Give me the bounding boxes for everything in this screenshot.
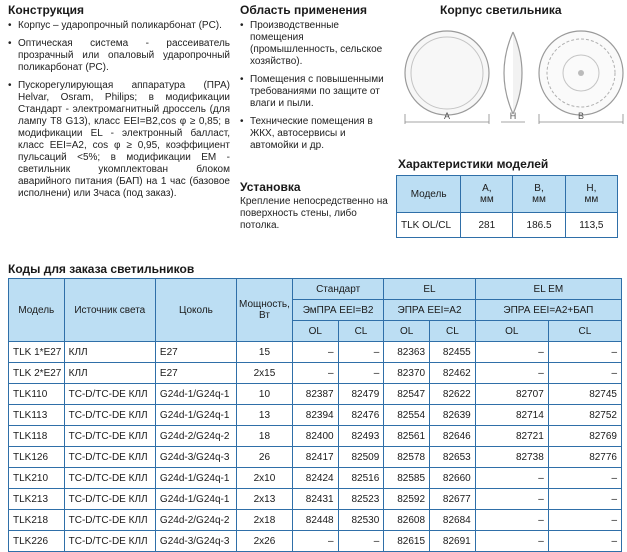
cell-socket: G24d-3/G24q-3 xyxy=(155,531,236,552)
cell-elem-ol: 82714 xyxy=(475,405,548,426)
table-row xyxy=(9,531,622,552)
cell-elem-cl: – xyxy=(548,531,621,552)
characteristics-row xyxy=(397,213,618,238)
cell-power: 26 xyxy=(237,447,293,468)
char-b: 186.5 xyxy=(513,213,565,238)
char-h-a xyxy=(461,176,513,213)
char-h-h xyxy=(565,176,617,213)
order-h-ol: OL xyxy=(384,321,430,342)
characteristics-table xyxy=(396,175,618,238)
cell-socket: E27 xyxy=(155,363,236,384)
table-row xyxy=(9,426,622,447)
cell-source: TC-D/TC-DE КЛЛ xyxy=(64,510,155,531)
cell-std-cl: – xyxy=(338,531,384,552)
cell-elem-ol: – xyxy=(475,510,548,531)
cell-model: TLK 1*E27 xyxy=(9,342,65,363)
table-row xyxy=(9,447,622,468)
cell-elem-ol: 82707 xyxy=(475,384,548,405)
application-item: • Технические помещения в ЖКХ, автосервисы и автомойки и др. xyxy=(240,116,388,152)
cell-elem-cl: – xyxy=(548,489,621,510)
cell-std-ol: – xyxy=(292,342,338,363)
dim-b-label: B xyxy=(577,111,585,121)
table-row xyxy=(9,510,622,531)
cell-std-cl: – xyxy=(338,363,384,384)
order-h-power: Мощность, Вт xyxy=(237,279,293,342)
housing-title: Корпус светильника xyxy=(440,3,562,17)
cell-model: TLK218 xyxy=(9,510,65,531)
order-h-socket: Цоколь xyxy=(155,279,236,342)
order-body xyxy=(9,342,622,552)
order-table xyxy=(8,278,622,552)
cell-std-cl: 82493 xyxy=(338,426,384,447)
table-row xyxy=(9,384,622,405)
cell-source: КЛЛ xyxy=(64,342,155,363)
cell-el-cl: 82622 xyxy=(430,384,476,405)
cell-el-cl: 82646 xyxy=(430,426,476,447)
cell-elem-cl: – xyxy=(548,342,621,363)
order-h-ol: OL xyxy=(292,321,338,342)
cell-elem-cl: 82769 xyxy=(548,426,621,447)
construction-list xyxy=(8,20,230,206)
char-h-h-label: H, xyxy=(586,183,597,194)
cell-elem-cl: 82752 xyxy=(548,405,621,426)
dim-h-label: H xyxy=(509,111,517,121)
cell-el-cl: 82455 xyxy=(430,342,476,363)
cell-std-cl: – xyxy=(338,342,384,363)
cell-model: TLK118 xyxy=(9,426,65,447)
back-view xyxy=(539,31,623,124)
cell-power: 2x26 xyxy=(237,531,293,552)
cell-el-ol: 82363 xyxy=(384,342,430,363)
cell-model: TLK213 xyxy=(9,489,65,510)
cell-elem-ol: – xyxy=(475,363,548,384)
cell-elem-ol: 82721 xyxy=(475,426,548,447)
construction-item: • Оптическая система - рассеиватель прозрачный или опаловый ударопрочный поликарбонат (PC). xyxy=(8,38,230,74)
cell-elem-cl: – xyxy=(548,468,621,489)
cell-source: КЛЛ xyxy=(64,363,155,384)
cell-el-ol: 82554 xyxy=(384,405,430,426)
char-h-a-unit: мм xyxy=(479,194,494,205)
cell-model: TLK126 xyxy=(9,447,65,468)
cell-source: TC-D/TC-DE КЛЛ xyxy=(64,531,155,552)
cell-power: 15 xyxy=(237,342,293,363)
cell-std-ol: 82448 xyxy=(292,510,338,531)
cell-el-ol: 82561 xyxy=(384,426,430,447)
cell-power: 13 xyxy=(237,405,293,426)
order-h-model: Модель xyxy=(9,279,65,342)
char-h-a-label: A, xyxy=(482,183,492,194)
cell-socket: G24d-1/G24q-1 xyxy=(155,405,236,426)
char-h-b-label: B, xyxy=(534,183,544,194)
cell-el-cl: 82677 xyxy=(430,489,476,510)
cell-source: TC-D/TC-DE КЛЛ xyxy=(64,384,155,405)
cell-elem-cl: – xyxy=(548,363,621,384)
cell-socket: E27 xyxy=(155,342,236,363)
application-list xyxy=(240,20,388,158)
table-row xyxy=(9,342,622,363)
table-row xyxy=(9,489,622,510)
housing-drawing xyxy=(395,18,627,126)
cell-std-ol: 82424 xyxy=(292,468,338,489)
cell-el-cl: 82691 xyxy=(430,531,476,552)
order-h-elem: EL EM xyxy=(475,279,621,300)
cell-power: 2x13 xyxy=(237,489,293,510)
cell-elem-ol: – xyxy=(475,489,548,510)
cell-el-ol: 82615 xyxy=(384,531,430,552)
order-h-standard-sub: ЭмПРА EEI=B2 xyxy=(292,300,383,321)
order-h-el: EL xyxy=(384,279,475,300)
cell-std-ol: – xyxy=(292,363,338,384)
cell-std-cl: 82479 xyxy=(338,384,384,405)
cell-el-ol: 82370 xyxy=(384,363,430,384)
order-h-cl: CL xyxy=(430,321,476,342)
cell-socket: G24d-3/G24q-3 xyxy=(155,447,236,468)
cell-std-ol: 82394 xyxy=(292,405,338,426)
cell-model: TLK 2*E27 xyxy=(9,363,65,384)
cell-el-cl: 82684 xyxy=(430,510,476,531)
cell-power: 10 xyxy=(237,384,293,405)
char-h-model: Модель xyxy=(397,176,461,213)
mounting-title: Установка xyxy=(240,180,301,194)
cell-std-ol: 82431 xyxy=(292,489,338,510)
cell-std-cl: 82509 xyxy=(338,447,384,468)
cell-std-cl: 82476 xyxy=(338,405,384,426)
cell-el-ol: 82608 xyxy=(384,510,430,531)
cell-model: TLK113 xyxy=(9,405,65,426)
cell-el-cl: 82660 xyxy=(430,468,476,489)
construction-item: • Пускорегулирующая аппаратура (ПРА) Helvar, Osram, Philips; в модификации Стандарт - электромагнитный дроссель (для лампу T8 G13), класс EEI=B2,cos φ ≥ 0,85; в модификации EL - электронный балласт, класс EEI=A2, cos φ ≥ 0,95, коэффициент пульсаций <5%; в модификации EM - светильник укомплектован блоком аварийного питания (БАП) на 1 час (базовое исполнени) или 3часа (под заказ). xyxy=(8,80,230,200)
cell-elem-ol: 82738 xyxy=(475,447,548,468)
order-h-ol: OL xyxy=(475,321,548,342)
cell-source: TC-D/TC-DE КЛЛ xyxy=(64,468,155,489)
cell-elem-cl: 82776 xyxy=(548,447,621,468)
cell-socket: G24d-1/G24q-1 xyxy=(155,384,236,405)
cell-source: TC-D/TC-DE КЛЛ xyxy=(64,447,155,468)
cell-std-cl: 82530 xyxy=(338,510,384,531)
cell-elem-cl: 82745 xyxy=(548,384,621,405)
cell-el-cl: 82639 xyxy=(430,405,476,426)
application-item: • Помещения с повышенными требованиями по защите от влаги и пыли. xyxy=(240,74,388,110)
order-h-cl: CL xyxy=(338,321,384,342)
cell-power: 2x18 xyxy=(237,510,293,531)
cell-elem-ol: – xyxy=(475,531,548,552)
table-row xyxy=(9,468,622,489)
application-item: • Производственные помещения (промышленность, сельское хозяйство). xyxy=(240,20,388,68)
cell-model: TLK226 xyxy=(9,531,65,552)
mounting-text: Крепление непосредственно на поверхность стены, либо потолка. xyxy=(240,196,388,231)
order-h-standard: Стандарт xyxy=(292,279,383,300)
cell-el-ol: 82578 xyxy=(384,447,430,468)
cell-std-ol: 82387 xyxy=(292,384,338,405)
cell-source: TC-D/TC-DE КЛЛ xyxy=(64,489,155,510)
cell-source: TC-D/TC-DE КЛЛ xyxy=(64,405,155,426)
cell-el-ol: 82547 xyxy=(384,384,430,405)
char-model: TLK OL/CL xyxy=(397,213,461,238)
order-title: Коды для заказа светильников xyxy=(8,262,195,276)
cell-elem-cl: – xyxy=(548,510,621,531)
order-h-el-sub: ЭПРА EEI=A2 xyxy=(384,300,475,321)
construction-item: • Корпус – ударопрочный поликарбонат (PC). xyxy=(8,20,230,32)
cell-elem-ol: – xyxy=(475,342,548,363)
cell-source: TC-D/TC-DE КЛЛ xyxy=(64,426,155,447)
cell-std-ol: 82417 xyxy=(292,447,338,468)
order-h-source: Источник света xyxy=(64,279,155,342)
char-h-b-unit: мм xyxy=(532,194,546,205)
order-h-elem-sub: ЭПРА EEI=A2+БАП xyxy=(475,300,621,321)
table-row xyxy=(9,363,622,384)
application-title: Область применения xyxy=(240,3,368,17)
cell-std-cl: 82523 xyxy=(338,489,384,510)
order-h-cl: CL xyxy=(548,321,621,342)
cell-socket: G24d-1/G24q-1 xyxy=(155,468,236,489)
cell-socket: G24d-2/G24q-2 xyxy=(155,426,236,447)
cell-std-ol: 82400 xyxy=(292,426,338,447)
characteristics-header-row xyxy=(397,176,618,213)
cell-el-cl: 82462 xyxy=(430,363,476,384)
char-a: 281 xyxy=(461,213,513,238)
cell-power: 18 xyxy=(237,426,293,447)
cell-socket: G24d-2/G24q-2 xyxy=(155,510,236,531)
construction-title: Конструкция xyxy=(8,3,85,17)
cell-std-cl: 82516 xyxy=(338,468,384,489)
characteristics-title: Характеристики моделей xyxy=(398,157,549,171)
order-header-row-1 xyxy=(9,279,622,300)
char-h: 113,5 xyxy=(565,213,617,238)
cell-elem-ol: – xyxy=(475,468,548,489)
dim-a-label: A xyxy=(443,111,451,121)
char-h-h-unit: мм xyxy=(584,194,599,205)
cell-power: 2x15 xyxy=(237,363,293,384)
cell-power: 2x10 xyxy=(237,468,293,489)
cell-el-ol: 82592 xyxy=(384,489,430,510)
cell-el-ol: 82585 xyxy=(384,468,430,489)
front-view xyxy=(405,31,489,124)
cell-model: TLK110 xyxy=(9,384,65,405)
cell-model: TLK210 xyxy=(9,468,65,489)
side-view xyxy=(501,32,525,122)
table-row xyxy=(9,405,622,426)
cell-std-ol: – xyxy=(292,531,338,552)
char-h-b xyxy=(513,176,565,213)
cell-el-cl: 82653 xyxy=(430,447,476,468)
cell-socket: G24d-1/G24q-1 xyxy=(155,489,236,510)
